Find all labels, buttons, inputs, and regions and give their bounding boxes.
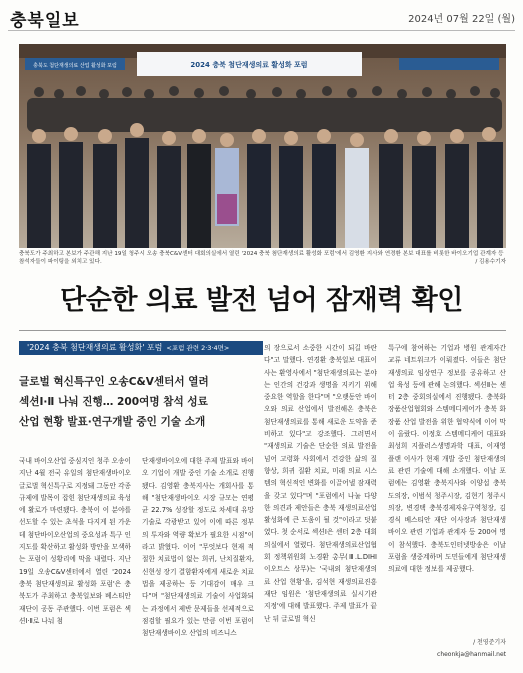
photo-caption <box>19 250 506 266</box>
reporter-email: cheonkja@hanmail.net <box>437 651 506 658</box>
byline <box>437 637 506 661</box>
subheadline-line-1: 글로벌 혁신특구인 오송C&V센터서 열려 <box>19 376 209 388</box>
photo-credit: / 김용수기자 <box>475 259 506 265</box>
issue-date: 2024년 07월 22일 (월) <box>408 14 515 25</box>
subheadline <box>19 372 251 432</box>
headline-divider <box>19 330 506 331</box>
article-column-4: 특구에 참여하는 기업과 병원 관계자간 교류 네트워크가 이뤄졌다. 이들은 첨단재생의료 임상연구 정보를 공유하고 산업 육성 등에 관해 논의했다. 섹션Ⅱ는 센터 2층 중회의실에서 진행됐다. 충북화장품산업협회와 스템메디케어가 충북 화장품 산업 발전을 위한 협약식에 이어 막이 올랐다. 이정호 스템메디케어 대표와 최성희 지플러스생명과학 대표, 이재영 플랜 이사가 현재 개발 중인 첨단재생의료 관련 기술에 대해 소개했다. 이날 포럼에는 김영환 충북지사와 이양섭 충북도의장, 이범석 청주시장, 김현기 청주시의장, 변경택 충북경제자유구역청장, 김경식 베스티안 재단 이사장과 첨단재생바이오 관련 기업과 관계자 등 200여 명이 참석했다. 충북도인터넷방송은 이날 포럼을 생중계하며 도민들에게 첨단재생의료에 대한 정보를 제공했다. <box>388 344 506 574</box>
photo-caption-text: 충북도가 주최하고 본보가 주관해 지난 19일 청주시 오송 충북C&V센터 대회의실에서 열린 '2024 충북 첨단재생의료 활성화 포럼'에서 김영환 지사와 연경환 본보 대표를 비롯한 바이오기업 관계자 등 참석자들이 파이팅을 외치고 있다. <box>19 251 504 265</box>
article-column-1: 국내 바이오산업 중심지인 청주 오송이 지난 4월 전국 유일의 첨단재생바이오 글로벌 혁신특구로 지정돼 그동안 각종 규제에 발목이 잡힌 첨단재생의료 육성에 활로가 마련됐다. 충북이 이 분야를 선도할 수 있는 초석을 다지게 된 가운데 첨단바이오산업의 중요성과 특구 인지도를 확산하고 활성화 방안을 모색하는 포럼이 성황리에 막을 내렸다. 지난 19일 오송C&V센터에서 열린 '2024 충북 첨단재생의료 활성화 포럼'은 충북도가 주최하고 충북일보와 베스티안 재단이 공동 주관했다. 이번 포럼은 섹션Ⅰ·Ⅱ로 나눠 첨 <box>19 457 131 625</box>
headline: 단순한 의료 발전 넘어 잠재력 확인 <box>60 285 463 316</box>
subheadline-line-2: 섹션Ⅰ·Ⅱ 나눠 진행… 200여명 참석 성료 <box>19 396 208 408</box>
stage-screen-text: 2024 충북 첨단재생의료 활성화 포럼 <box>190 61 308 69</box>
forum-tag-title: '2024 충북 첨단재생의료 활성화' 포럼 <box>27 343 163 352</box>
right-banner <box>399 58 499 70</box>
news-photo <box>19 44 506 248</box>
masthead <box>8 4 515 31</box>
newspaper-logo: 충북일보 <box>10 11 80 31</box>
article-column-2: 단재생바이오에 대한 주제 발표와 바이오 기업이 개발 중인 기술 소개로 진행됐다. 김영환 충북지사는 개회사를 통해 "첨단재생바이오 시장 규모는 연평균 22.7% 성장할 정도로 차세대 유망기술로 각광받고 있어 이에 따른 정부의 투자와 역량 확보가 필요한 시점"이라고 밝혔다. 이어 "무엇보다 현재 적절한 치료법이 없는 희귀, 난치질환자, 신현성 장기 결함환자에게 새로운 치료법을 제공하는 등 기대감이 매우 크다"며 "첨단재생의료 기술이 사업화되는 과정에서 제반 문제들을 선제적으로 점검할 필요가 있는 만큼 이번 포럼이 첨단재생바이오 산업의 비즈니스 <box>142 457 254 638</box>
related-pages-reference: <포럼 관련 2·3·4면> <box>166 344 230 352</box>
forum-tag-bar <box>19 341 263 355</box>
group-photo-illustration <box>19 44 506 248</box>
subheadline-line-3: 산업 현황 발표·연구개발 중인 기술 소개 <box>19 416 206 428</box>
article-column-3: 의 장으로서 소중한 시간이 되길 바란다"고 말했다. 연경환 충북일보 대표이사는 환영사에서 "첨단재생의료는 분야는 인간의 건강과 생명을 지키기 위해 중요한 역할을 한다"며 "오랫동안 바이오와 의료 산업에서 발전해온 충북은 첨단재생의료를 통해 새로운 도약을 준비하고 있다"고 강조했다. 그러면서 "재생의료 기술은 단순한 의료 발전을 넘어 고령화 사회에서 건강한 삶의 질 향상, 희귀 질환 치료, 미래 의료 시스템의 혁신적인 변화를 이끌어낼 잠재력을 갖고 있다"며 "포럼에서 나눌 다양한 의견과 제안들은 충북 재생의료산업 활성화에 큰 도움이 될 것"이라고 덧붙였다. 첫 순서로 섹션Ⅰ은 센터 2층 대회의실에서 열렸다. 첨단재생의료산업협회 정책위원회 노경환 총무(Ⅲ.L.DIHI이오트스 상무)는 '국내외 첨단재생의료 산업 현황'을, 김석현 재생의료진흥재단 임원은 '첨단재생의료 실시기관 지정'에 대해 발표했다. 주제 발표가 끝난 뒤 글로벌 혁신 <box>264 344 377 623</box>
left-banner-text: 충북도 첨단재생의료 산업 활성화 포럼 <box>33 63 117 69</box>
reporter-name: / 천영준기자 <box>473 639 506 646</box>
